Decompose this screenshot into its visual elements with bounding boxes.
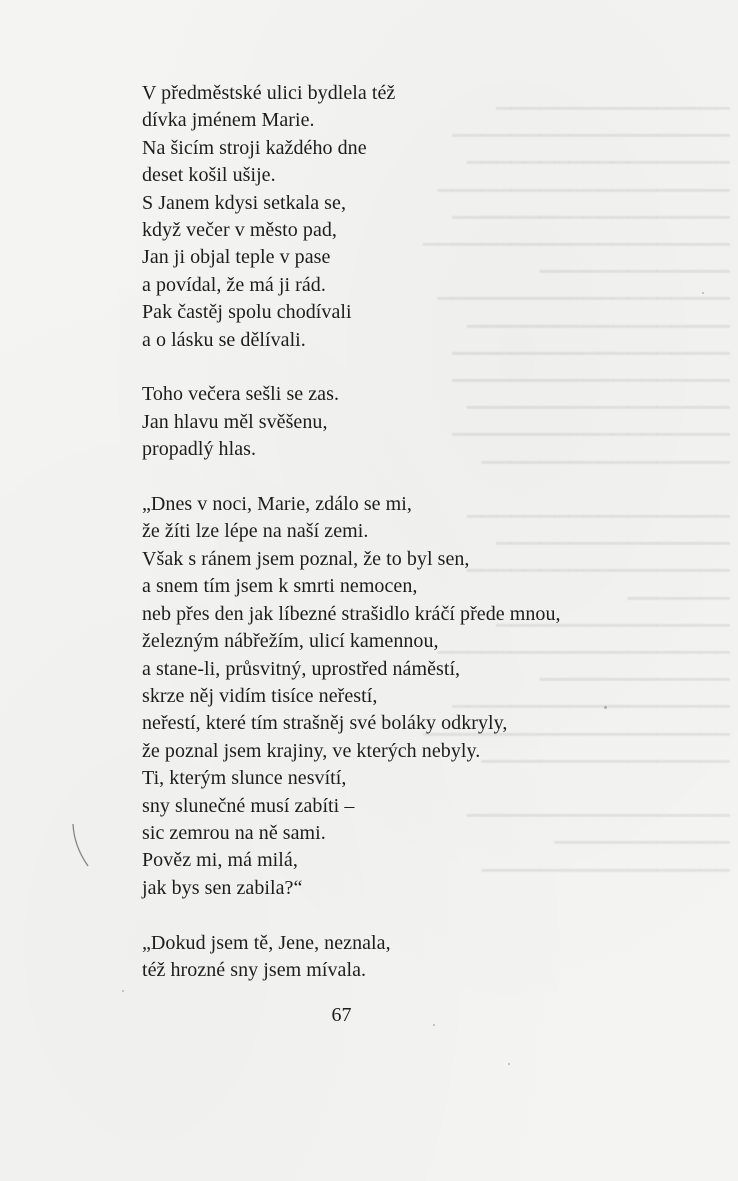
poem-line: když večer v město pad,: [142, 219, 337, 242]
stanza-2: [142, 381, 722, 463]
stanza-1: [142, 80, 722, 354]
poem-line: dívka jménem Marie.: [142, 109, 315, 132]
poem-text: [142, 80, 722, 1012]
poem-line: že poznal jsem krajiny, ve kterých nebyly.: [142, 739, 481, 762]
poem-line: že žíti lze lépe na naší zemi.: [142, 520, 369, 543]
poem-line: železným nábřežím, ulicí kamennou,: [142, 630, 439, 653]
poem-line: sic zemrou na ně sami.: [142, 821, 326, 844]
poem-line: Pak častěj spolu chodívali: [142, 301, 352, 324]
reverse-page-show-through: ▁▁▁▁▁▁▁▁▁▁▁▁▁▁▁▁ ▁▁▁▁▁▁▁▁▁▁▁▁▁▁▁▁▁▁▁ ▁▁▁▁▁▁▁▁▁▁▁▁▁▁▁▁▁▁ ▁▁▁▁▁▁▁▁▁▁▁▁▁▁▁▁▁▁▁▁ ▁▁▁▁▁▁▁▁▁▁▁▁▁▁▁▁▁▁▁ ▁▁▁▁▁▁▁▁▁▁▁▁▁▁▁▁▁▁▁▁▁ ▁▁▁▁▁▁▁▁▁▁▁▁▁ ▁▁▁▁▁▁▁▁▁▁▁▁▁▁▁▁▁▁▁▁ ▁▁▁▁▁▁▁▁▁▁▁▁▁▁▁▁▁▁ ▁▁▁▁▁▁▁▁▁▁▁▁▁▁▁▁▁▁▁ ▁▁▁▁▁▁▁▁▁▁▁▁▁▁▁▁▁▁▁ ▁▁▁▁▁▁▁▁▁▁▁▁▁▁▁▁▁▁ ▁▁▁▁▁▁▁▁▁▁▁▁▁▁▁▁▁▁▁ ▁▁▁▁▁▁▁▁▁▁▁▁▁▁▁▁▁ ▁▁▁▁▁▁▁▁▁▁▁▁▁▁▁▁▁▁ ▁▁▁▁▁▁▁▁▁▁▁▁▁▁▁▁ ▁▁▁▁▁▁▁▁▁▁▁▁▁▁▁▁▁▁ ▁▁▁▁▁▁▁ ▁▁▁▁▁▁▁▁▁▁▁▁▁▁▁▁ ▁▁▁▁▁▁▁▁▁▁▁▁▁▁▁▁▁▁▁▁ ▁▁▁▁▁▁▁▁▁▁▁▁▁ ▁▁▁▁▁▁▁▁▁▁▁▁▁▁▁▁▁▁▁ ▁▁▁▁▁▁▁▁▁▁▁▁▁▁▁▁▁▁▁▁▁ ▁▁▁▁▁▁▁▁▁▁▁▁▁▁▁▁▁ ▁▁▁▁▁▁▁▁▁▁▁▁▁▁▁▁▁▁ ▁▁▁▁▁▁▁▁▁▁▁▁ ▁▁▁▁▁▁▁▁▁▁▁▁▁▁▁▁▁: [423, 89, 730, 872]
paper-speck: [508, 1063, 510, 1065]
poem-line: skrze něj vidím tisíce neřestí,: [142, 684, 378, 707]
poem-line: Na šicím stroji každého dne: [142, 136, 367, 159]
poem-line: S Janem kdysi setkala se,: [142, 191, 346, 214]
poem-line: též hrozné sny jsem mívala.: [142, 958, 367, 981]
poem-line: neb přes den jak líbezné strašidlo kráčí přede mnou,: [142, 602, 561, 625]
poem-line: a o lásku se dělívali.: [142, 328, 306, 351]
poem-line: a stane-li, průsvitný, uprostřed náměstí,: [142, 657, 461, 680]
pencil-mark: [70, 822, 90, 868]
poem-line: neřestí, které tím strašněj své boláky odkryly,: [142, 712, 508, 735]
poem-line: sny slunečné musí zabíti –: [142, 794, 355, 817]
stanza-4: [142, 930, 722, 985]
stanza-3: [142, 491, 722, 902]
poem-line: Však s ránem jsem poznal, že to byl sen,: [142, 547, 470, 570]
poem-line: jak bys sen zabila?“: [142, 876, 303, 899]
poem-line: Ti, kterým slunce nesvítí,: [142, 767, 347, 790]
poem-line: a snem tím jsem k smrti nemocen,: [142, 575, 418, 598]
poem-line: „Dnes v noci, Marie, zdálo se mi,: [142, 493, 412, 516]
paper-speck: [604, 706, 607, 709]
poem-line: a povídal, že má ji rád.: [142, 273, 326, 296]
poem-line: Jan ji objal teple v pase: [142, 246, 331, 269]
poem-line: propadlý hlas.: [142, 438, 257, 461]
paper-speck: [122, 990, 124, 992]
page-number: 67: [331, 1004, 352, 1026]
poem-line: „Dokud jsem tě, Jene, neznala,: [142, 931, 391, 954]
poem-line: Toho večera sešli se zas.: [142, 383, 339, 406]
poem-line: Jan hlavu měl svěšenu,: [142, 410, 328, 433]
poem-line: V předměstské ulici bydlela též: [142, 82, 396, 104]
paper-speck: [433, 1024, 435, 1026]
paper-speck: [702, 292, 704, 294]
poem-line: deset košil ušije.: [142, 164, 276, 187]
poem-line: Pověz mi, má milá,: [142, 849, 298, 872]
